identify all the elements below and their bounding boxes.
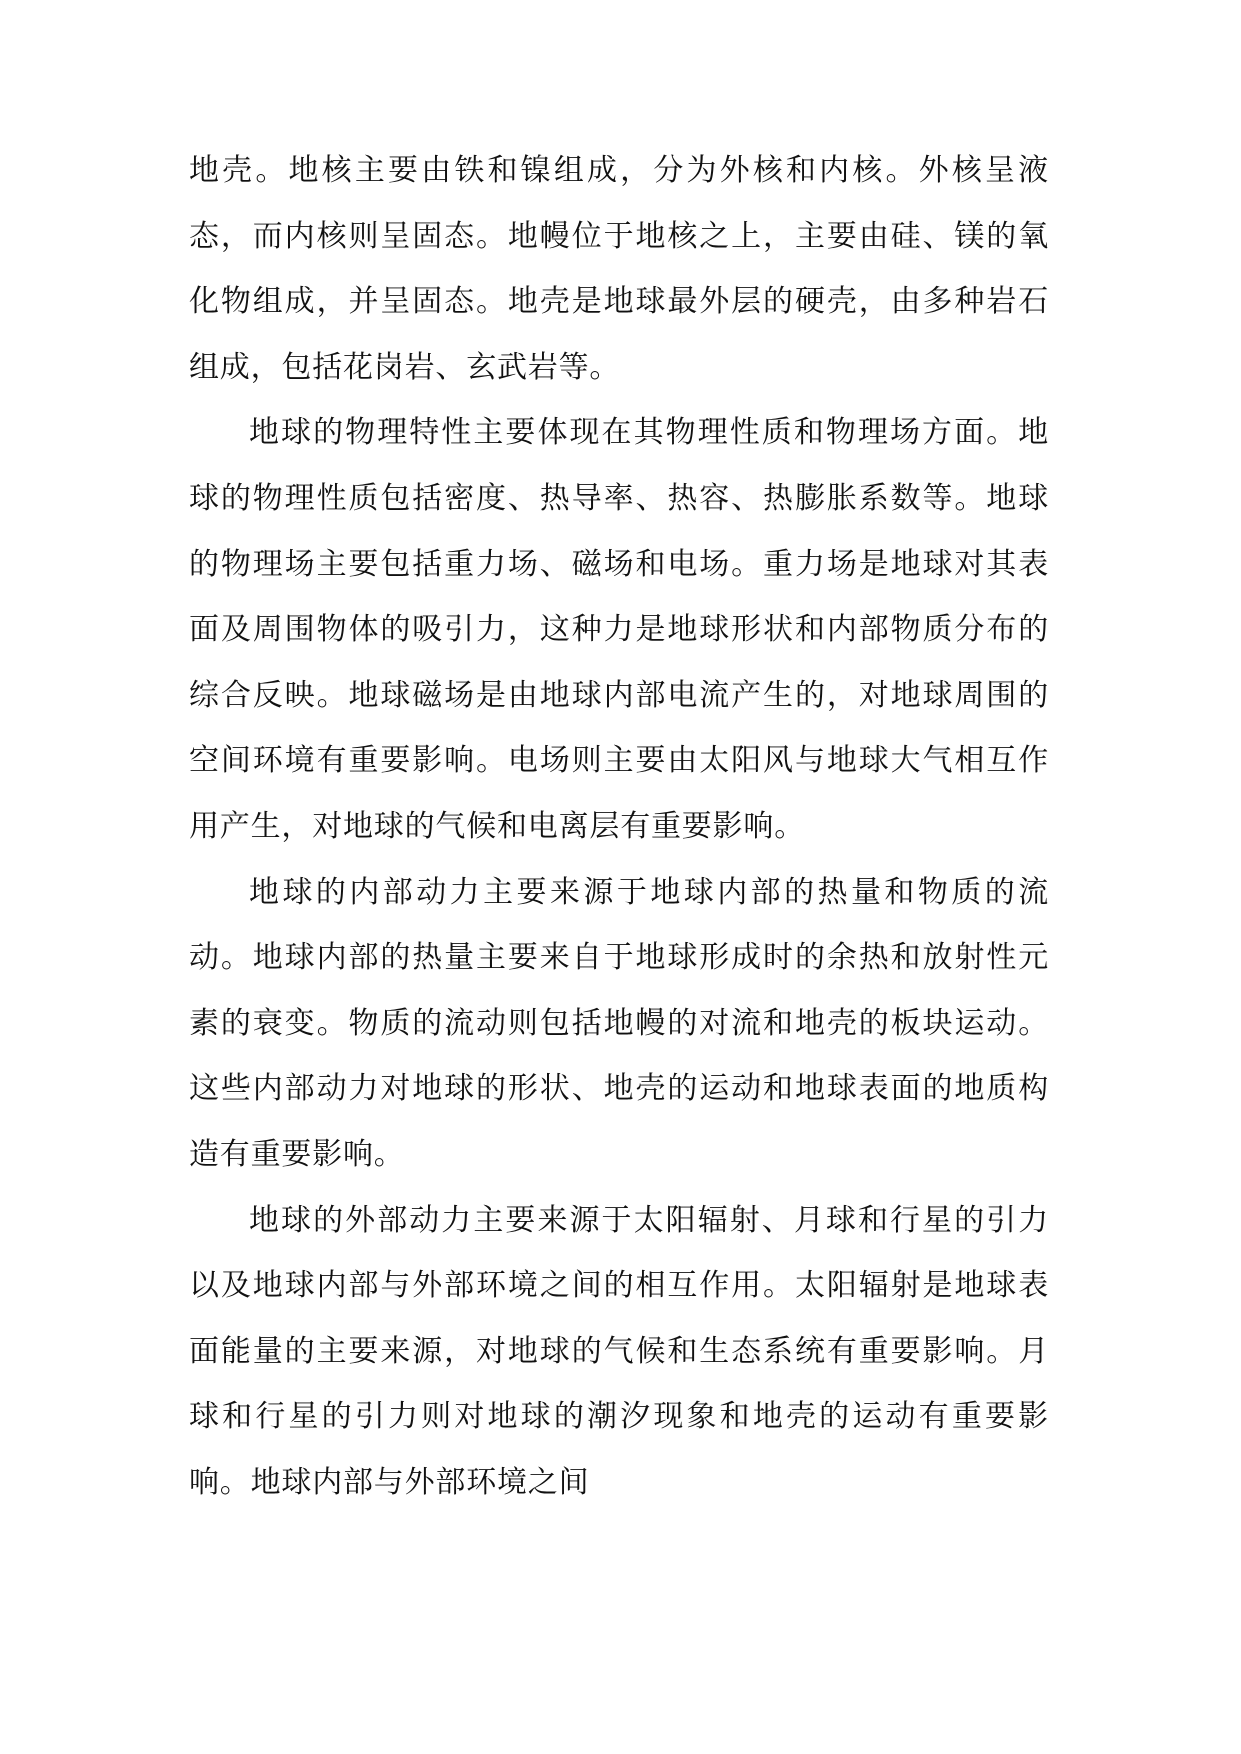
paragraph-physical-properties: 地球的物理特性主要体现在其物理性质和物理场方面。地球的物理性质包括密度、热导率、热容、热膨胀系数等。地球的物理场主要包括重力场、磁场和电场。重力场是地球对其表面及周围物体的吸引力，这种力是地球形状和内部物质分布的综合反映。地球磁场是由地球内部电流产生的，对地球周围的空间环境有重要影响。电场则主要由太阳风与地球大气相互作用产生，对地球的气候和电离层有重要影响。 xyxy=(189,415,1049,844)
paragraph-earth-structure: 地壳。地核主要由铁和镍组成，分为外核和内核。外核呈液态，而内核则呈固态。地幔位于地核之上，主要由硅、镁的氧化物组成，并呈固态。地壳是地球最外层的硬壳，由多种岩石组成，包括花岗岩、玄武岩等。 xyxy=(189,153,1049,385)
paragraph-internal-dynamics: 地球的内部动力主要来源于地球内部的热量和物质的流动。地球内部的热量主要来自于地球形成时的余热和放射性元素的衰变。物质的流动则包括地幔的对流和地壳的板块运动。这些内部动力对地球的形状、地壳的运动和地球表面的地质构造有重要影响。 xyxy=(189,874,1049,1172)
body-text xyxy=(189,138,1049,1515)
paragraph-external-dynamics: 地球的外部动力主要来源于太阳辐射、月球和行星的引力以及地球内部与外部环境之间的相互作用。太阳辐射是地球表面能量的主要来源，对地球的气候和生态系统有重要影响。月球和行星的引力则对地球的潮汐现象和地壳的运动有重要影响。地球内部与外部环境之间 xyxy=(189,1202,1049,1500)
